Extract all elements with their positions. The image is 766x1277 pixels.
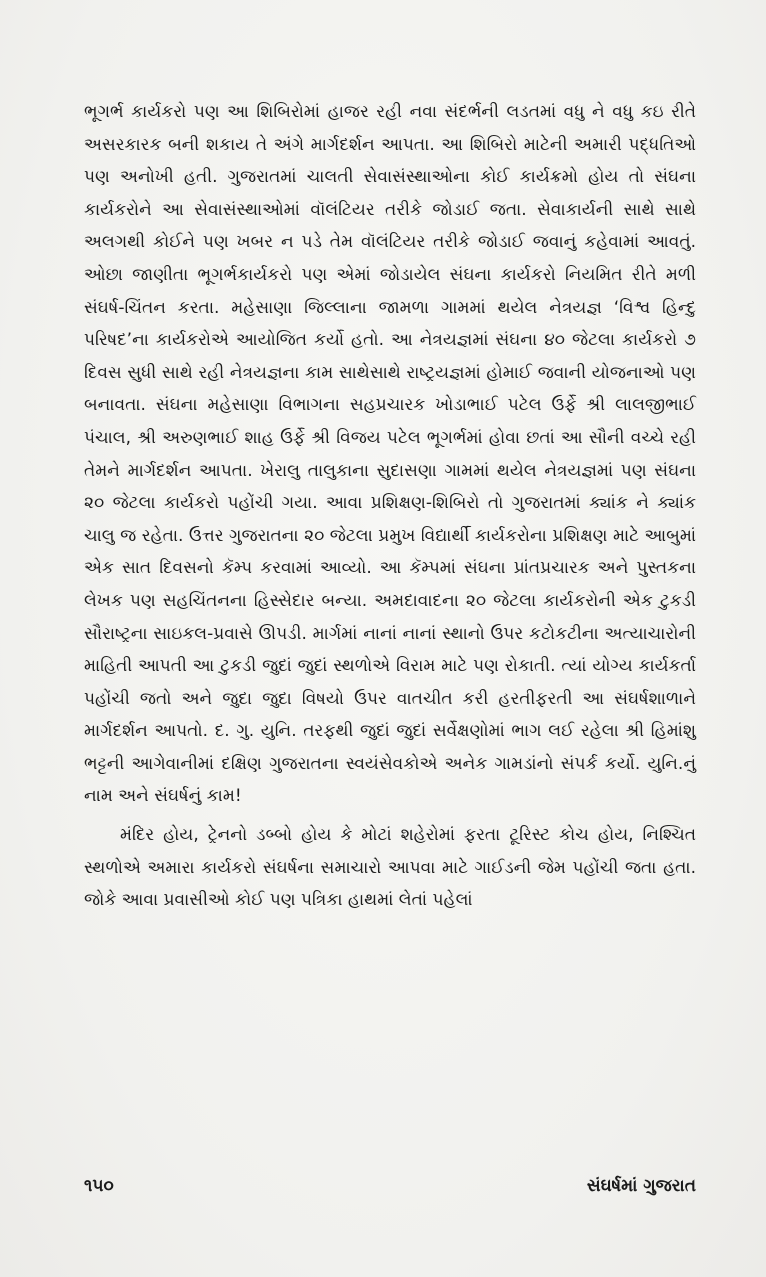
running-book-title: સંઘર્ષમાં ગુજરાત bbox=[586, 1176, 696, 1196]
body-text bbox=[84, 96, 696, 917]
paragraph-1: ભૂગર્ભ કાર્યકરો પણ આ શિબિરોમાં હાજર રહી નવા સંદર્ભની લડતમાં વધુ ને વધુ કઇ રીતે અસરકારક બની શકાય તે અંગે માર્ગદર્શન આપતા. આ શિબિરો માટેની અમારી પદ્ધતિઓ પણ અનોખી હતી. ગુજરાતમાં ચાલતી સેવાસંસ્થાઓના કોઈ કાર્યક્રમો હોય તો સંઘના કાર્યકરોને આ સેવાસંસ્થાઓમાં વૉલંટિયર તરીકે જોડાઈ જતા. સેવાકાર્યની સાથે સાથે અલગથી કોઈને પણ ખબર ન પડે તેમ વૉલંટિયર તરીકે જોડાઈ જવાનું કહેવામાં આવતું. ઓછા જાણીતા ભૂગર્ભકાર્યકરો પણ એમાં જોડાયેલ સંઘના કાર્યકરો નિયમિત રીતે મળી સંઘર્ષ-ચિંતન કરતા. મહેસાણા જિલ્લાના જામળા ગામમાં થયેલ નેત્રયજ્ઞ ‘વિશ્વ હિન્દુ પરિષદ’ના કાર્યકરોએ આયોજિત કર્યો હતો. આ નેત્રયજ્ઞમાં સંઘના ૪૦ જેટલા કાર્યકરો ૭ દિવસ સુધી સાથે રહી નેત્રયજ્ઞના કામ સાથેસાથે રાષ્ટ્રયજ્ઞમાં હોમાઈ જવાની યોજનાઓ પણ બનાવતા. સંઘના મહેસાણા વિભાગના સહપ્રચારક ખોડાભાઈ પટેલ ઉર્ફે શ્રી લાલજીભાઈ પંચાલ, શ્રી અરુણભાઈ શાહ ઉર્ફે શ્રી વિજય પટેલ ભૂગર્ભમાં હોવા છતાં આ સૌની વચ્ચે રહી તેમને માર્ગદર્શન આપતા. ખેરાલુ તાલુકાના સુદાસણા ગામમાં થયેલ નેત્રયજ્ઞમાં પણ સંઘના ૨૦ જેટલા કાર્યકરો પહોંચી ગયા. આવા પ્રશિક્ષણ-શિબિરો તો ગુજરાતમાં ક્યાંક ને ક્યાંક ચાલુ જ રહેતા. ઉત્તર ગુજરાતના ૨૦ જેટલા પ્રમુખ વિદ્યાર્થી કાર્યકરોના પ્રશિક્ષણ માટે આબુમાં એક સાત દિવસનો કૅમ્પ કરવામાં આવ્યો. આ કૅમ્પમાં સંઘના પ્રાંતપ્રચારક અને પુસ્તકના લેખક પણ સહચિંતનના હિસ્સેદાર બન્યા. અમદાવાદના ૨૦ જેટલા કાર્યકરોની એક ટુકડી સૌરાષ્ટ્રના સાઇકલ-પ્રવાસે ઊપડી. માર્ગમાં નાનાં નાનાં સ્થાનો ઉપર કટોકટીના અત્યાચારોની માહિતી આપતી આ ટુકડી જુદાં જુદાં સ્થળોએ વિરામ માટે પણ રોકાતી. ત્યાં યોગ્ય કાર્યકર્તા પહોંચી જતો અને જુદા જુદા વિષયો ઉપર વાતચીત કરી હરતીફરતી આ સંઘર્ષશાળાને માર્ગદર્શન આપતો. દ. ગુ. યુનિ. તરફથી જુદાં જુદાં સર્વેક્ષણોમાં ભાગ લઈ રહેલા શ્રી હિમાંશુ ભટ્ટની આગેવાનીમાં દક્ષિણ ગુજરાતના સ્વયંસેવકોએ અનેક ગામડાંનો સંપર્ક કર્યો. યુનિ.નું નામ અને સંઘર્ષનું કામ! bbox=[84, 102, 696, 807]
paragraph-2: મંદિર હોય, ટ્રેનનો ડબ્બો હોય કે મોટાં શહેરોમાં ફરતા ટૂરિસ્ટ કોચ હોય, નિશ્ચિત સ્થળોએ અમારા કાર્યકરો સંઘર્ષના સમાચારો આપવા માટે ગાઈડની જેમ પહોંચી જતા હતા. જોકે આવા પ્રવાસીઓ કોઈ પણ પત્રિકા હાથમાં લેતાં પહેલાં bbox=[84, 825, 696, 911]
page-number: ૧૫૦ bbox=[84, 1176, 114, 1196]
page-footer bbox=[84, 1176, 696, 1206]
